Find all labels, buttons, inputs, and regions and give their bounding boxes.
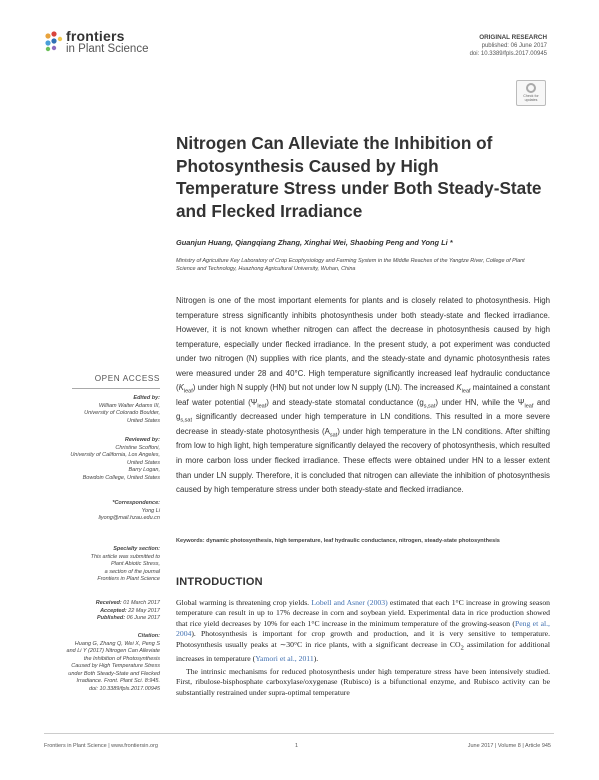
introduction-heading: INTRODUCTION	[176, 576, 263, 588]
published-date: published: 06 June 2017	[481, 43, 547, 49]
abstract: Nitrogen is one of the most important elements for plants and is closely related to photosynthesis. High temperature stress significantly inhibits photosynthesis under both steady-state and flecked irradiance. However, it is not known whether nitrogen can affect the decrease in photosynthesis caused by high temperature, especially under flecked irradiance. In the present study, a pot experiment was conducted under two nitrogen (N) supplies with rice plants, and the steady-state and dynamic photosynthesis rates were measured under 28 and 40°C. High temperature significantly increased leaf hydraulic conductance $(K_{leaf})$ under high N supply (HN) but not under low N supply (LN). The increased $K_{leaf}$ maintained a constant leaf water potential $(\Psi_{leaf})$ and steady-state stomatal conductance $(g_{s,sat})$ under HN, while the $\Psi_{leaf}$ and $g_{s,sat}$ significantly decreased under high temperature in LN conditions. This resulted in a more severe decrease in steady-state photosynthesis $(A_{sat})$ under high temperature in the LN conditions. After shifting from low to high light, high temperature significantly delayed the recovery of photosynthesis, which resulted in more carbon loss under flecked irradiance. These effects were obtained under HN to a lesser extent than under LN supply. Therefore, it is concluded that nitrogen can alleviate the inhibition of photosynthesis caused by high temperature stress under both steady-state and flecked irradiance.	[176, 296, 550, 495]
correspondence-email[interactable]: liyong@mail.hzau.edu.cn	[98, 515, 160, 521]
introduction-body	[176, 598, 550, 701]
journal-subname: in Plant Science	[66, 43, 149, 55]
open-access-label: OPEN ACCESS	[94, 374, 160, 383]
frontiers-logo-icon	[44, 30, 64, 52]
check-updates-icon	[526, 83, 536, 93]
reference-link[interactable]: Yamori et al., 2011	[255, 653, 314, 663]
intro-paragraph-1: Global warming is threatening crop yields. Lobell and Asner (2003) estimated that each 1°C increase in growing season temperature can result in up to 17% decrease in corn and soybean yield. Experimental data in rice production showed that rice yield decreases by 10% for each 1°C increase in the minimum temperature of the growing-season (Peng et al., 2004). Photosynthesis is important for crop growth and production, and it is very sensitive to temperature. Photosynthesis usually peaks at ∼30°C in rice plants, with a significant decrease in $CO_2$ assimilation for additional increases in temperature (Yamori et al., 2011).	[176, 598, 551, 663]
page-number: 1	[295, 743, 299, 749]
footer-journal: Frontiers in Plant Science | www.frontiersin.org	[44, 743, 158, 749]
citation-block: Citation: Huang G, Zhang Q, Wei X, Peng S and Li Y (2017) Nitrogen Can Alleviate the Inhibition of Photosynthesis Caused by High Temperature Stress under Both Steady-State and Flecked Irradiance. Front. Plant Sci. 8:945. doi: 10.3389/fpls.2017.00945	[66, 633, 160, 692]
divider	[72, 388, 160, 389]
check-for-updates-button[interactable]	[516, 80, 546, 106]
author-list: Guanjun Huang, Qiangqiang Zhang, Xinghai Wei, Shaobing Peng and Yong Li *	[176, 238, 453, 247]
article-title: Nitrogen Can Alleviate the Inhibition of Photosynthesis Caused by High Temperature Stress under Both Steady-State and Flecked Irradiance	[176, 133, 542, 221]
journal-name: frontiers	[66, 28, 125, 44]
reviewed-by-block: Reviewed by: Christine Scoffoni, University of California, Los Angeles, United States Barry Logan, Bowdoin College, United States	[70, 437, 160, 481]
edited-by-block: Edited by: William Walter Adams III, University of Colorado Boulder, United States	[84, 395, 160, 424]
article-meta	[470, 34, 547, 58]
article-type: ORIGINAL RESEARCH	[479, 34, 547, 41]
footer-volume: June 2017 | Volume 8 | Article 945	[467, 743, 551, 749]
correspondence-block: *Correspondence: Yong Li liyong@mail.hzau.edu.cn	[44, 500, 160, 523]
affiliation: Ministry of Agriculture Key Laboratory of Crop Ecophysiology and Farming System in the Middle Reaches of the Yangtze River, College of Plant Science and Technology, Huazhong Agricultural University, Wuhan, China	[176, 258, 525, 272]
dates-block: Received: 01 March 2017 Accepted: 22 May 2017 Published: 06 June 2017	[95, 600, 160, 621]
keywords: Keywords: dynamic photosynthesis, high temperature, leaf hydraulic conductance, nitrogen, steady-state photosynthesis	[176, 538, 500, 544]
journal-logo[interactable]	[44, 28, 204, 60]
reference-link[interactable]: Lobell and Asner (2003)	[311, 598, 388, 607]
footer-divider	[44, 733, 554, 734]
doi-link[interactable]: doi: 10.3389/fpls.2017.00945	[469, 51, 547, 57]
check-updates-label: Check for updates	[523, 94, 539, 102]
intro-paragraph-2: The intrinsic mechanisms for reduced photosynthesis under high temperature stress have been intensively studied. First, ribulose-bisphosphate carboxylase/oxygenase (Rubisco) is a bifunctional enzyme, and Rubisco activity can be substantially restrained under supra-optimal temperature	[176, 666, 550, 697]
reference-link[interactable]: Peng et al., 2004	[176, 618, 550, 639]
specialty-block: Specialty section: This article was submitted to Plant Abiotic Stress, a section of the journal Frontiers in Plant Science	[90, 546, 160, 582]
